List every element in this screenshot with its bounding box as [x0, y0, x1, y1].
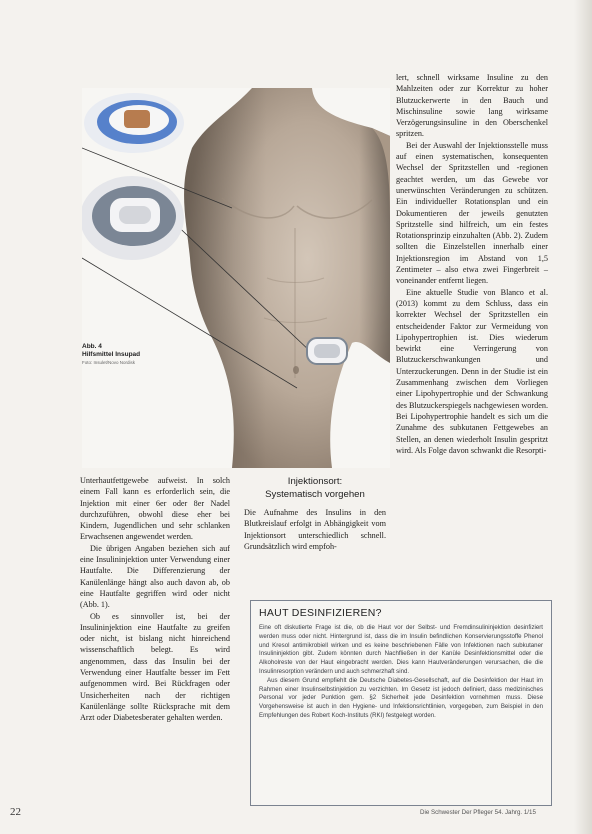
- subheading-line-1: Injektionsort:: [287, 476, 343, 487]
- caption-title: Abb. 4: [82, 343, 102, 350]
- caption-text: Hilfsmittel Insupad: [82, 351, 141, 358]
- right-paragraph: Eine aktuelle Studie von Blanco et al. (2013) kommt zu dem Schluss, dass ein korrekter Wechsel der Spritzstellen ein entscheidender Faktor zur Vermeidung von Lipohypertrophien ist. Dies wiederum bewirkt eine Verringerung von Blutzuckerschwankungen und Unterzuckerungen. Denn in der Studie ist ein Zusammenhang zwischen dem Vorliegen einer Lipohypertrophie und der Schwankung des Blutzuckerspiegels nachgewiesen worden. Bei Lipohypertrophie handelt es sich um die Zunahme des subkutanen Fettgewebes an Stellen, an denen wiederholt Insulin gespritzt wird. Als Folge davon schwankt die Resorpti-: [396, 287, 548, 455]
- middle-paragraph: Die Aufnahme des Insulins in den Blutkreislauf erfolgt in Abhängigkeit vom Injektionsort unterschiedlich schnell. Grundsätzlich wird empfoh-: [244, 508, 386, 551]
- left-paragraph: Die übrigen Angaben beziehen sich auf eine Insulininjektion unter Verwendung einer Hautfalte. Die Differenzierung der Kanülenlänge hängt also auch davon ab, ob eine Hautfalte gegriffen wird oder nicht (Abb. 1).: [80, 543, 230, 610]
- caption-credit: Foto: Insulet/Novo Nordisk: [82, 360, 136, 365]
- page-number: 22: [10, 806, 21, 818]
- right-paragraph: lert, schnell wirksame Insuline zu den Mahlzeiten oder zur Korrektur zu hoher Blutzuckerwerte in den Bauch und Mischinsuline sowie lang wirksame Verzögerungsinsuline in den Oberschenkel spritzen.: [396, 73, 548, 139]
- info-box-paragraph: Aus diesem Grund empfiehlt die Deutsche Diabetes-Gesellschaft, auf die Desinfektion der Haut im Rahmen einer Insulinselbstinjektion zu verzichten. Im Gesetz ist jedoch definiert, dass medizinisches Personal vor jeder Punktion gem. §2 Sicherheit jede Desinfektion vornehmen muss. Diese Vorgehensweise ist auch in den Hygiene- und Infektionsrichtlinien, vorgegeben, zum Beispiel in den Empfehlungen des Robert Koch-Instituts (RKI) festgelegt worden.: [259, 676, 543, 719]
- subheading-line-2: Systematisch vorgehen: [265, 489, 365, 500]
- page-edge-shadow: [574, 0, 592, 834]
- page-footer: Die Schwester Der Pfleger 54. Jahrg. 1/15: [420, 809, 536, 816]
- insupad-on-body: [307, 338, 347, 364]
- figure-photo: [82, 88, 390, 468]
- left-paragraph: Unterhautfettgewebe aufweist. In solch einem Fall kann es erforderlich sein, die Injektion mit einer 6er oder 8er Nadel durchzuführen, obwohl diese eher bei Kindern, Jugendlichen und sehr schlanken Erwachsenen angewendet werden.: [80, 476, 230, 542]
- right-paragraph: Bei der Auswahl der Injektionsstelle muss auf einen systematischen, konsequenten Wechsel der Spritzstellen und -regionen geachtet werden, um das Gewebe vor unerwünschten Veränderungen zu schützen. Ein individueller Rotationsplan und ein Dokumentieren der jeweils genutzten Spritzstelle sind hilfreich, um ein festes Rotationsprinzip einzuhalten (Abb. 2). Zudem sollten die Einzelstellen innerhalb einer Injektionsregion im Abstand von 1,5 Zentimeter – also etwa zwei Fingerbreit – voneinander entfernt liegen.: [396, 140, 548, 286]
- insupad-device-top: [84, 93, 184, 153]
- section-subheading: [244, 475, 386, 501]
- middle-column: [244, 475, 386, 552]
- insupad-device-middle: [82, 176, 184, 260]
- info-box: [250, 600, 552, 806]
- info-box-heading: HAUT DESINFIZIEREN?: [259, 607, 382, 619]
- figure-caption: [82, 343, 140, 367]
- left-paragraph: Ob es sinnvoller ist, bei der Insulininjektion eine Hautfalte zu greifen oder nicht, ist bislang nicht hinreichend wissenschaftlich belegt. Es wird angenommen, dass das Insulin bei der Verwendung einer Hautfalte besser im Fett aufgenommen wird. Bei Rückfragen oder Unsicherheiten nach der richtigen Kanülenlänge sollte Rücksprache mit dem Arzt oder Diabetesberater gehalten werden.: [80, 611, 230, 723]
- right-column: [396, 72, 548, 456]
- left-column: [80, 475, 230, 724]
- info-box-paragraph: Eine oft diskutierte Frage ist die, ob die Haut vor der Selbst- und Fremdinsulininjektion desinfiziert werden muss oder nicht. Hintergrund ist, dass die im Insulin befindlichen Konservierungsstoffe Phenol und Kresol antimikrobiell wirken und es keine beschriebenen Fälle von Infektionen nach subkutaner Insulininjektion gibt. Zudem könnten durch Nachfließen in der Kanüle Desinfektionsmittel oder die Alkoholreste von der Haut eingebracht werden. Dies kann Hautveränderungen verursachen, die die Insulinresorption verändern und auch schmerzhaft sind.: [259, 624, 543, 675]
- torso-illustration: [82, 88, 390, 468]
